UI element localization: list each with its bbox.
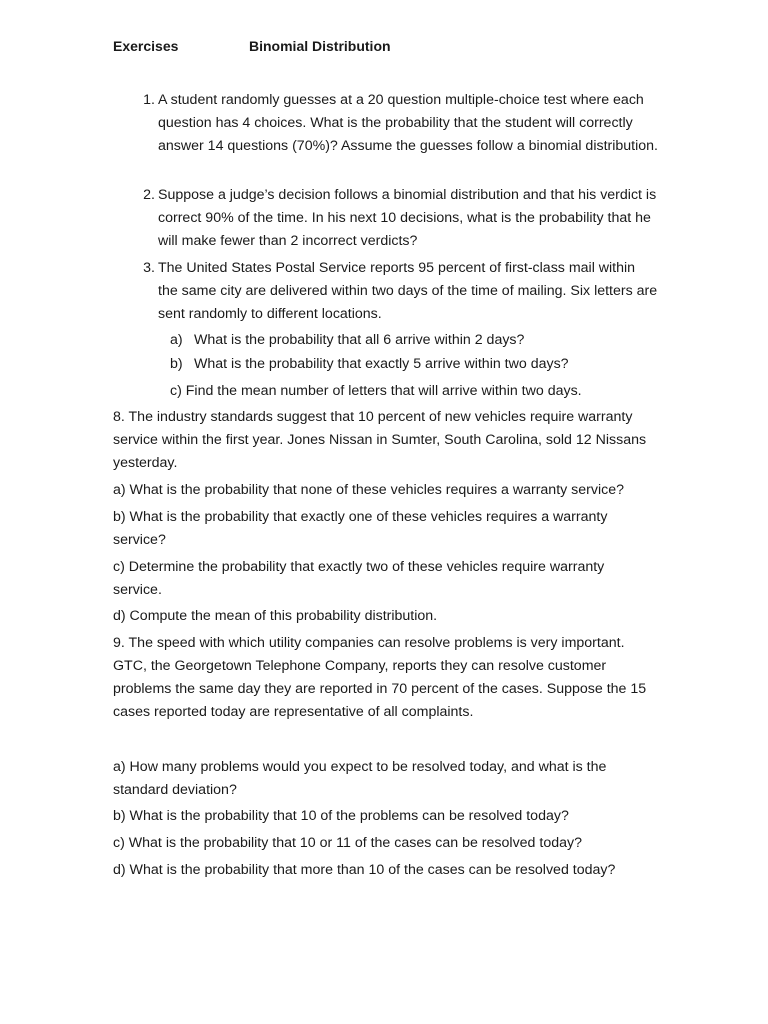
problem-8-part-a: a) What is the probability that none of these vehicles requires a warranty service? [113, 482, 625, 498]
exercise-text: A student randomly guesses at a 20 question multiple-choice test where each question has 4 choices. What is the probability that the student will correctly answer 14 questions (70%)? Assume the guesses follow a binomial distribution. [158, 92, 658, 154]
problem-8-part-d: d) Compute the mean of this probability distribution. [113, 608, 438, 624]
problem-8-part-c: c) Determine the probability that exactly two of these vehicles require warranty service. [113, 559, 605, 598]
problem-9-part-d: d) What is the probability that more than 10 of the cases can be resolved today? [113, 862, 616, 878]
header-topic-title: Binomial Distribution [249, 38, 391, 54]
exercise-number: 2. [143, 187, 155, 203]
problem-9-part-c: c) What is the probability that 10 or 11 of the cases can be resolved today? [113, 835, 582, 851]
problem-9-intro: 9. The speed with which utility companies can resolve problems is very important. GTC, the Georgetown Telephone Company, reports they can resolve customer problems the same day they are reported in 70 percent of the cases. Suppose the 15 cases reported today are representative of all complaints. [113, 635, 647, 720]
sub-question-label: b) [170, 356, 183, 372]
problem-8-part-b: b) What is the probability that exactly one of these vehicles requires a warranty service? [113, 509, 608, 548]
header-exercises-label: Exercises [113, 38, 179, 54]
exercise-number: 1. [143, 92, 155, 108]
problem-8-intro: 8. The industry standards suggest that 10 percent of new vehicles require warranty service within the first year. Jones Nissan in Sumter, South Carolina, sold 12 Nissans yesterday. [113, 409, 647, 471]
exercise-text: The United States Postal Service reports 95 percent of first-class mail within the same city are delivered within two days of the time of mailing. Six letters are sent randomly to different locations. [158, 260, 658, 322]
sub-question-3c: c) Find the mean number of letters that will arrive within two days. [170, 383, 582, 399]
problem-9-part-b: b) What is the probability that 10 of the problems can be resolved today? [113, 808, 569, 824]
exercise-text: Suppose a judge’s decision follows a binomial distribution and that his verdict is correct 90% of the time. In his next 10 decisions, what is the probability that he will make fewer than 2 incorrect verdicts? [158, 187, 657, 249]
problem-9-part-a: a) How many problems would you expect to be resolved today, and what is the standard deviation? [113, 759, 607, 798]
sub-question-text: What is the probability that exactly 5 arrive within two days? [194, 356, 569, 372]
sub-question-text: What is the probability that all 6 arrive within 2 days? [194, 332, 525, 348]
sub-question-label: a) [170, 332, 183, 348]
exercise-number: 3. [143, 260, 155, 276]
